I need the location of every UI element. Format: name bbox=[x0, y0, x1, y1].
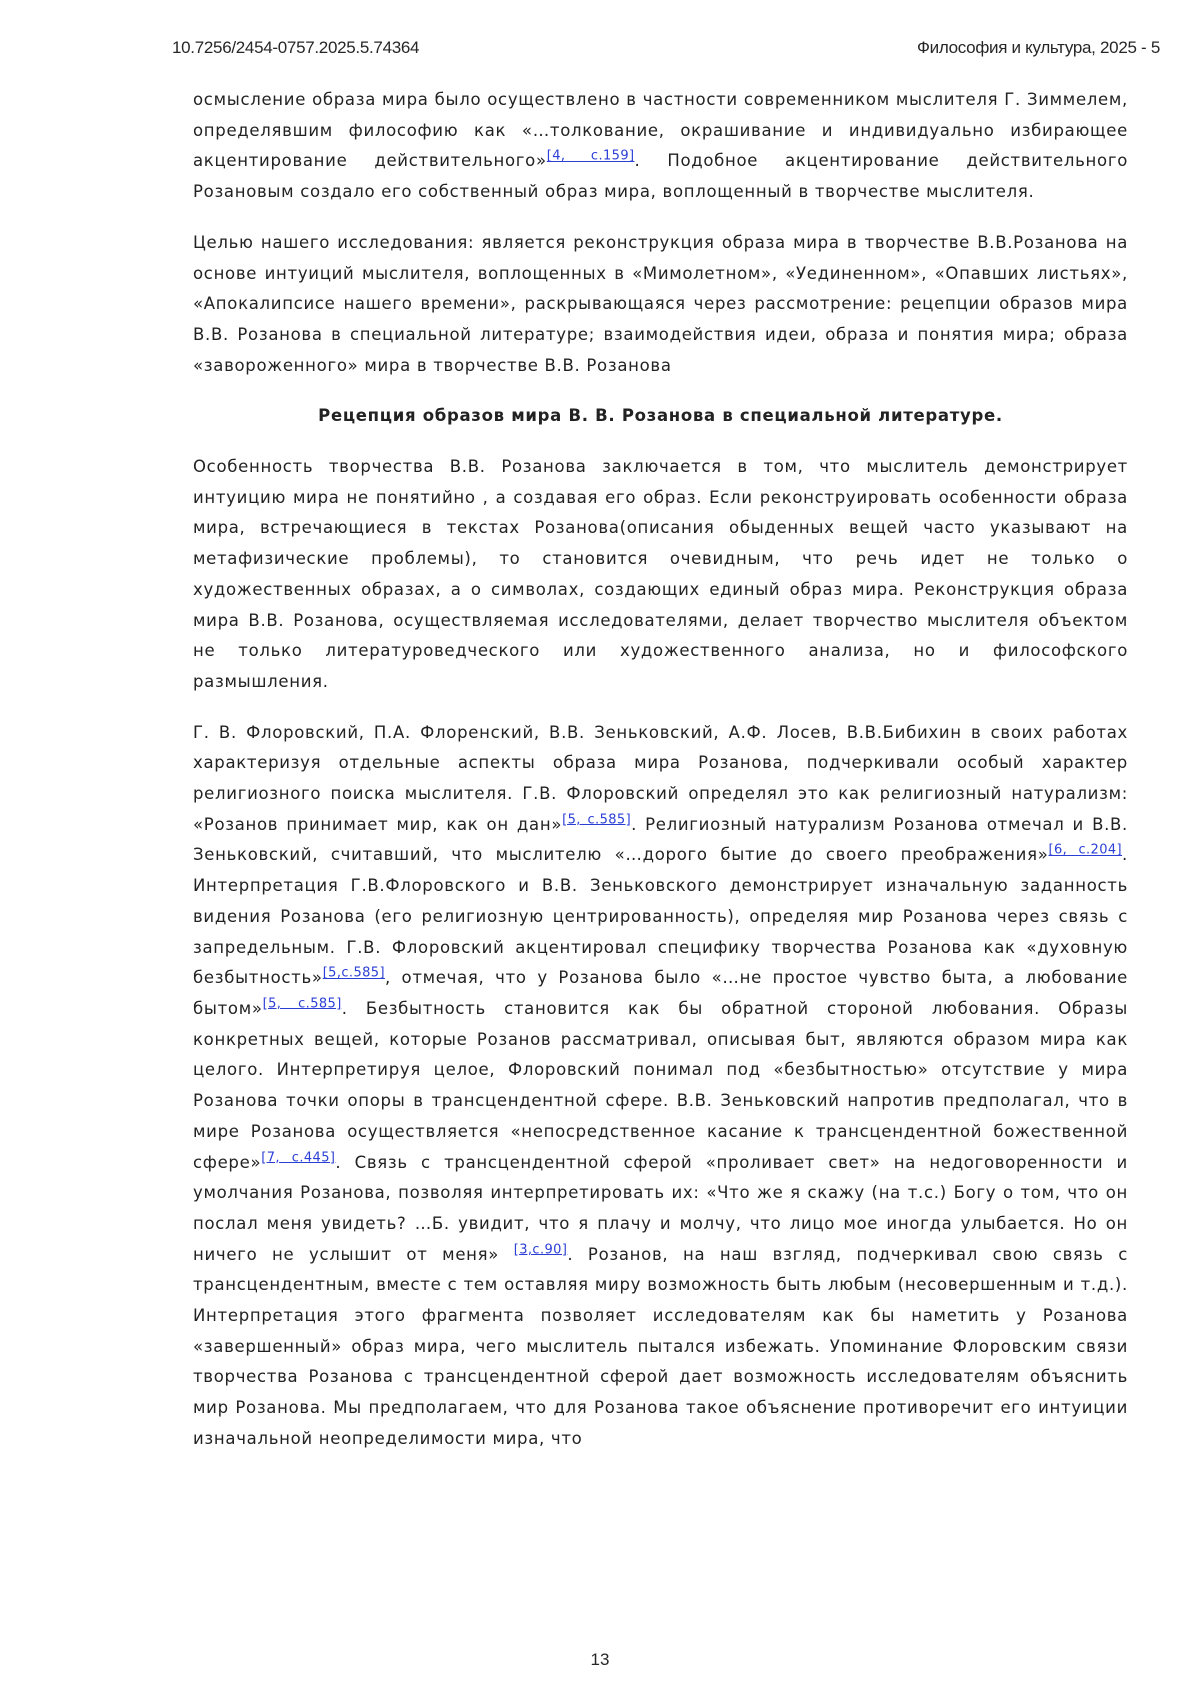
citation-link[interactable]: [5, с.585] bbox=[562, 812, 632, 828]
paragraph-2 bbox=[193, 228, 1128, 382]
section-heading: Рецепция образов мира В. В. Розанова в специальной литературе. bbox=[318, 406, 1003, 426]
citation-link[interactable]: [5,с.585] bbox=[322, 965, 385, 981]
paragraph-text: . Безбытность становится как бы обратной стороной любования. Образы конкретных вещей, которые Розанов рассматривал, описывая быт, являются образом мира как целого. Интерпретируя целое, Флоровский понимал под «безбытностью» отсутствие у мира Розанова точки опоры в трансцендентной сфере. В.В. Зеньковский напротив предполагал, что в мире Розанова осуществляется «непосредственное касание к трансцендентной божественной сфере» bbox=[193, 998, 1128, 1172]
citation-link[interactable]: [7, с.445] bbox=[261, 1150, 336, 1165]
paragraph-text: . Связь с трансцендентной сферой «проливает свет» на недоговоренности и умолчания Розанова, позволяя интерпретировать их: «Что же я скажу (на т.с.) Богу о том, что он послал меня увидеть? …Б. увидит, что я плачу и молчу, что лицо мое иногда улыбается. Но он ничего не услышит от меня» bbox=[193, 1152, 1128, 1264]
article-body bbox=[193, 85, 1128, 1475]
page-number: 13 bbox=[590, 1650, 610, 1669]
doi-label: 10.7256/2454-0757.2025.5.74364 bbox=[172, 38, 420, 57]
paragraph-1 bbox=[193, 85, 1128, 208]
citation-link[interactable]: [4, с.159] bbox=[546, 148, 635, 164]
paragraph-4 bbox=[193, 718, 1128, 1455]
page-header bbox=[172, 38, 1160, 62]
paragraph-text: . Религиозный натурализм Розанова отмечал и В.В. Зеньковский, считавший, что мыслителю «…дорого бытие до своего преображения» bbox=[193, 814, 1128, 865]
paragraph-text: . Подобное акцентирование действительного Розановым создало его собственный образ мира, воплощенный в творчестве мыслителя. bbox=[193, 151, 1128, 202]
citation-link[interactable]: [5, с.585] bbox=[262, 996, 342, 1012]
paragraph-text: . Интерпретация Г.В.Флоровского и В.В. Зеньковского демонстрирует изначальную заданность видения Розанова (его религиозную центрированность), определяя мир Розанова через связь с запредельным. Г.В. Флоровский акцентировал специфику творчества Розанова как «духовную безбытность» bbox=[193, 845, 1128, 988]
journal-title: Философия и культура, 2025 - 5 bbox=[917, 38, 1160, 57]
paragraph-text: осмысление образа мира было осуществлено в частности современником мыслителя Г. Зиммелем, определявшим философию как «…толкование, окрашивание и индивидуально избирающее акцентирование действительного» bbox=[193, 90, 1128, 171]
paragraph-text: Г. В. Флоровский, П.А. Флоренский, В.В. Зеньковский, А.Ф. Лосев, В.В.Бибихин в своих работах характеризуя отдельные аспекты образа мира Розанова, подчеркивали особый характер религиозного поиска мыслителя. Г.В. Флоровский определял это как религиозный натурализм: «Розанов принимает мир, как он дан» bbox=[193, 722, 1128, 834]
citation-link[interactable]: [3,с.90] bbox=[513, 1242, 568, 1258]
paragraph-text: . Розанов, на наш взгляд, подчеркивал свою связь с трансцендентным, вместе с тем оставляя миру возможность быть любым (несовершенным и т.д.). Интерпретация этого фрагмента позволяет исследователям как бы наметить у Розанова «завершенный» образ мира, чего мыслитель пытался избежать. Упоминание Флоровским связи творчества Розанова с трансцендентной сферой дает возможность исследователям объяснить мир Розанова. Мы предполагаем, что для Розанова такое объяснение противоречит его интуиции изначальной неопределимости мира, что bbox=[193, 1244, 1128, 1448]
citation-link[interactable]: [6, с.204] bbox=[1048, 842, 1123, 858]
paragraph-3 bbox=[193, 452, 1128, 698]
paragraph-text: , отмечая, что у Розанова было «…не простое чувство быта, а любование бытом» bbox=[193, 968, 1128, 1018]
paragraph-text: Целью нашего исследования: является реконструкция образа мира в творчестве В.В.Розанова на основе интуиций мыслителя, воплощенных в «Мимолетном», «Уединенном», «Опавших листьях», «Апокалипсисе нашего времени», раскрывающаяся через рассмотрение: рецепции образов мира В.В. Розанова в специальной литературе; взаимодействия идеи, образа и понятия мира; образа «завороженного» мира в творчестве В.В. Розанова bbox=[193, 232, 1128, 375]
paragraph-text: Особенность творчества В.В. Розанова заключается в том, что мыслитель демонстрирует интуицию мира не понятийно , а создавая его образ. Если реконструировать особенности образа мира, встречающиеся в текстах Розанова(описания обыденных вещей часто указывают на метафизические проблемы), то становится очевидным, что речь идет не только о художественных образах, а о символах, создающих единый образ мира. Реконструкция образа мира В.В. Розанова, осуществляемая исследователями, делает творчество мыслителя объектом не только литературоведческого или художественного анализа, но и философского размышления. bbox=[193, 457, 1128, 691]
